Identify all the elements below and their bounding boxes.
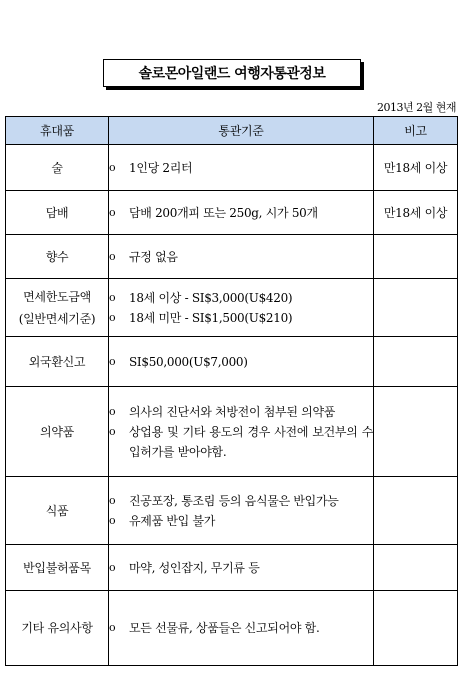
standard-cell [109,591,374,666]
bullet-marker: o [109,621,116,634]
note-cell: 만18세 이상 [374,145,458,191]
standard-bullet-item [109,422,373,462]
bullet-marker: o [109,560,116,574]
item-cell [6,145,109,191]
standard-text: 모든 선물류, 상품들은 신고되어야 함. [129,621,320,635]
standard-cell [109,279,374,337]
standard-text: 상업용 및 기타 용도의 경우 사전에 보건부의 수입허가를 받아야함. [129,424,373,459]
standard-text: 18세 미만 - SI$1,500(U$210) [129,310,293,325]
standard-text: 진공포장, 통조림 등의 음식물은 반입가능 [129,493,339,508]
item-cell [6,591,109,666]
note-cell [374,235,458,279]
bullet-marker: o [109,513,116,527]
bullet-marker: o [109,160,116,174]
item-cell [6,545,109,591]
note-cell [374,477,458,545]
table-row [6,235,458,279]
bullet-marker: o [109,249,116,263]
standard-bullet-item [109,247,373,267]
standard-text: 1인당 2리터 [129,160,193,175]
item-cell [6,477,109,545]
bullet-marker: o [109,404,116,418]
item-label: 식품 [45,503,69,518]
note-cell [374,591,458,666]
standard-text: 유제품 반입 불가 [129,513,216,528]
item-label: 술 [51,160,63,175]
item-label: 외국환신고 [28,354,86,369]
date-note: 2013년 2월 현재 [377,101,456,114]
item-label: (일반면세기준) [18,311,96,326]
header-item: 휴대품 [6,117,109,145]
table-row [6,337,458,387]
table-row [6,591,458,666]
note-cell: 만18세 이상 [374,191,458,235]
item-cell [6,387,109,477]
bullet-marker: o [109,205,116,219]
table-row [6,477,458,545]
standard-text: 담배 200개피 또는 250g, 시가 50개 [129,205,318,220]
item-label: 반입불허품목 [23,560,91,575]
standard-bullet-item [109,352,373,372]
header-note: 비고 [374,117,458,145]
standard-bullet-item [109,558,373,578]
standard-bullet-item [109,203,373,223]
standard-text: 규정 없음 [129,249,178,264]
standard-bullet-item [109,511,373,531]
table-header-row [6,117,458,145]
standard-bullet-item [109,308,373,328]
item-label: 향수 [45,249,69,264]
header-standard: 통관기준 [109,117,374,145]
page-title: 솔로몬아일랜드 여행자통관정보 [103,59,361,87]
standard-cell [109,235,374,279]
standard-cell [109,387,374,477]
item-label: 의약품 [40,424,74,439]
table-row [6,387,458,477]
item-cell [6,337,109,387]
item-label: 면세한도금액 [23,289,91,304]
standard-text: 마약, 성인잡지, 무기류 등 [129,560,260,575]
standard-cell [109,145,374,191]
item-label: 기타 유의사항 [21,621,93,635]
standard-cell [109,191,374,235]
table-row [6,279,458,337]
bullet-marker: o [109,424,116,438]
note-cell [374,387,458,477]
item-cell [6,279,109,337]
standard-bullet-item [109,491,373,511]
bullet-marker: o [109,493,116,507]
standard-cell [109,337,374,387]
standard-cell [109,545,374,591]
customs-table [5,116,458,666]
note-cell [374,279,458,337]
table-row [6,145,458,191]
bullet-marker: o [109,310,116,324]
item-cell [6,191,109,235]
bullet-marker: o [109,290,116,304]
standard-cell [109,477,374,545]
table-row [6,191,458,235]
standard-bullet-item [109,158,373,178]
standard-bullet-item [109,618,373,638]
standard-text: 18세 이상 - SI$3,000(U$420) [129,290,293,305]
standard-text: 의사의 진단서와 처방전이 첨부된 의약품 [129,404,336,419]
table-row [6,545,458,591]
bullet-marker: o [109,354,116,368]
item-label: 담배 [45,205,69,220]
note-cell [374,545,458,591]
note-cell [374,337,458,387]
standard-text: SI$50,000(U$7,000) [129,354,248,369]
standard-bullet-item [109,402,373,422]
table-body [6,145,458,666]
item-cell [6,235,109,279]
standard-bullet-item [109,288,373,308]
